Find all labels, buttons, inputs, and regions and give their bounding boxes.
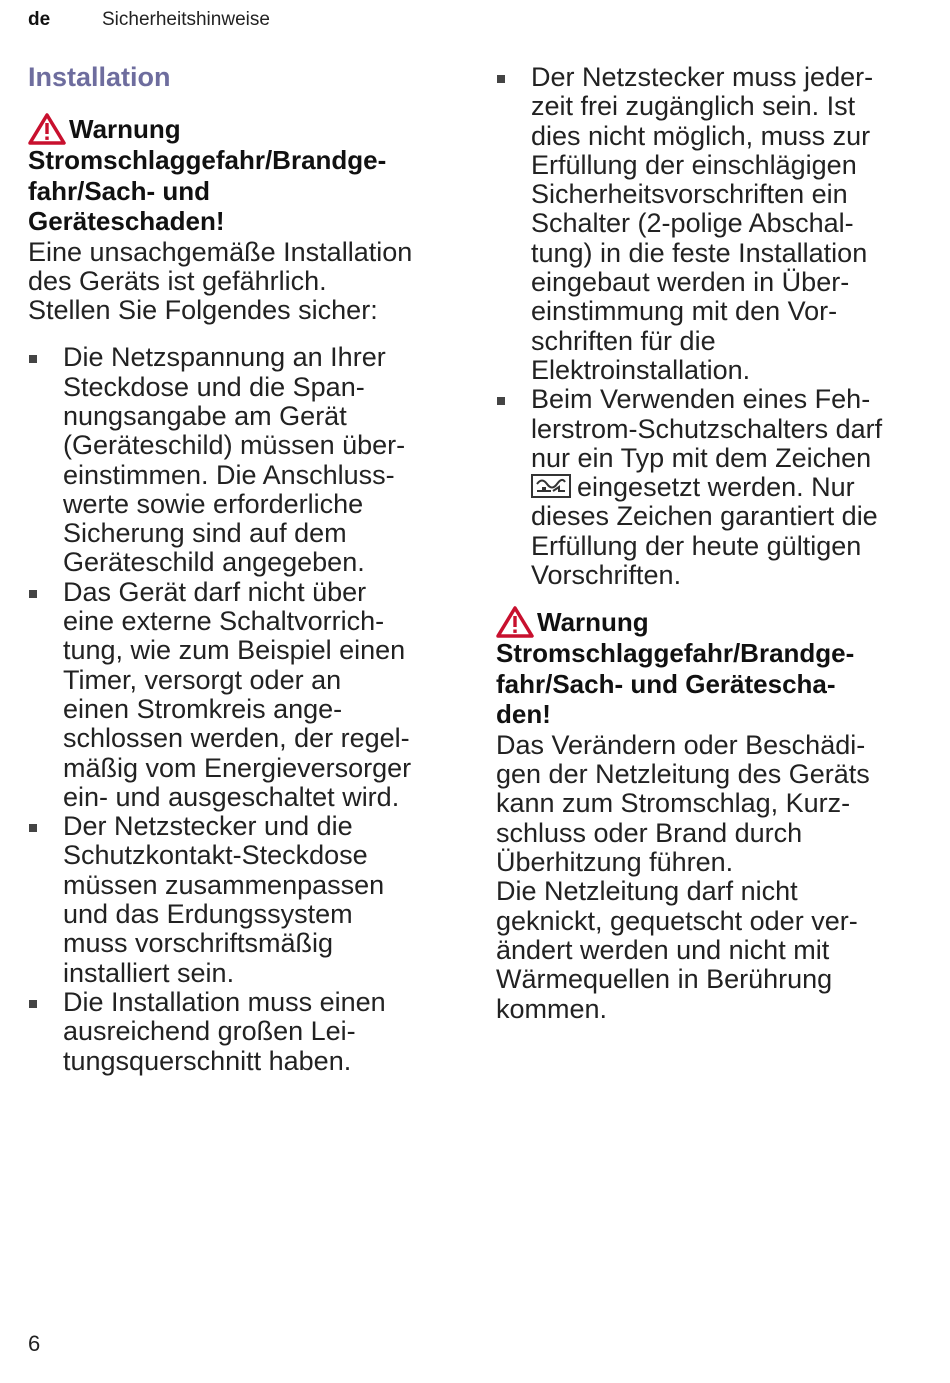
text-line: Die Installation muss einen bbox=[63, 986, 386, 1017]
text-line: eingebaut werden in Über- bbox=[531, 267, 850, 298]
hazard-line: fahr/Sach- und Gerätescha- bbox=[496, 668, 836, 699]
list-item bbox=[28, 343, 458, 577]
text-line: lerstrom-Schutzschalters darf bbox=[531, 413, 883, 444]
text-line: des Geräts ist gefährlich. bbox=[28, 265, 327, 296]
text-line: werte sowie erforderliche bbox=[63, 488, 364, 519]
text-line: Eine unsachgemäße Installation bbox=[28, 236, 413, 267]
text-line: tung, wie zum Beispiel einen bbox=[63, 635, 406, 666]
text-line: nungsangabe am Gerät bbox=[63, 400, 347, 431]
text-line: Timer, versorgt oder an bbox=[63, 664, 342, 695]
list-item bbox=[28, 812, 458, 988]
text-line: Erfüllung der heute gültigen bbox=[531, 530, 862, 561]
hazard-line: Stromschlaggefahr/Brandge- bbox=[28, 145, 387, 175]
text-line: ausreichend großen Lei- bbox=[63, 1016, 356, 1047]
bullet-square-icon bbox=[497, 75, 505, 83]
text-line: einen Stromkreis ange- bbox=[63, 693, 343, 724]
warning-text bbox=[496, 731, 926, 1024]
text-line: Das Gerät darf nicht über bbox=[63, 576, 367, 607]
text-line: Wärmequellen in Berührung bbox=[496, 964, 833, 995]
text-line: Elektroinstallation. bbox=[531, 354, 751, 385]
text-line: gen der Netzleitung des Geräts bbox=[496, 759, 870, 790]
text-line: und das Erdungssystem bbox=[63, 899, 353, 930]
hazard-line: den! bbox=[496, 699, 551, 730]
warning-intro bbox=[28, 238, 458, 326]
text-line: Stellen Sie Folgendes sicher: bbox=[28, 295, 378, 326]
text-line bbox=[531, 473, 926, 502]
list-item bbox=[28, 578, 458, 812]
text-line: muss vorschriftsmäßig bbox=[63, 928, 334, 959]
warning-triangle-icon bbox=[496, 606, 534, 638]
text-line: Geräteschild angegeben. bbox=[63, 547, 365, 578]
text-line: (Geräteschild) müssen über- bbox=[63, 430, 406, 461]
text-line: ein- und ausgeschaltet wird. bbox=[63, 781, 400, 812]
text-line: geknickt, gequetscht oder ver- bbox=[496, 905, 858, 936]
text-line: Die Netzleitung darf nicht bbox=[496, 876, 798, 907]
rcd-type-symbol-icon bbox=[531, 474, 571, 498]
text-line: einstimmen. Die Anschluss- bbox=[63, 459, 395, 490]
running-header: Sicherheitshinweise bbox=[102, 9, 270, 30]
text-line: eine externe Schaltvorrich- bbox=[63, 606, 385, 637]
text-line: Vorschriften. bbox=[531, 560, 682, 591]
warning-triangle-icon bbox=[28, 113, 66, 145]
list-item bbox=[496, 385, 926, 590]
text-line: Sicherung sind auf dem bbox=[63, 518, 347, 549]
text-line: kann zum Stromschlag, Kurz- bbox=[496, 788, 851, 819]
language-code: de bbox=[28, 9, 51, 30]
hazard-line: Geräteschaden! bbox=[28, 206, 225, 236]
text-line: Steckdose und die Span- bbox=[63, 371, 365, 402]
text-line: Sicherheitsvorschriften ein bbox=[531, 179, 848, 210]
page-number: 6 bbox=[28, 1331, 41, 1356]
installation-checklist-continued bbox=[496, 63, 926, 590]
hazard-line: Stromschlaggefahr/Brandge- bbox=[496, 638, 855, 669]
text-span: eingesetzt werden. Nur bbox=[577, 472, 855, 503]
text-line: nur ein Typ mit dem Zeichen bbox=[531, 442, 872, 473]
warning-block-1 bbox=[28, 113, 458, 237]
installation-heading: Installation bbox=[28, 62, 171, 92]
text-line: installiert sein. bbox=[63, 957, 235, 988]
text-line: müssen zusammenpassen bbox=[63, 869, 385, 900]
text-line: einstimmung mit den Vor- bbox=[531, 296, 838, 327]
bullet-square-icon bbox=[29, 590, 37, 598]
text-line: Der Netzstecker muss jeder- bbox=[531, 62, 874, 92]
text-line: dies nicht möglich, muss zur bbox=[531, 120, 871, 151]
text-line: Das Verändern oder Beschädi- bbox=[496, 729, 866, 760]
text-line: ändert werden und nicht mit bbox=[496, 934, 830, 965]
text-line: dieses Zeichen garantiert die bbox=[531, 501, 878, 532]
text-line: Überhitzung führen. bbox=[496, 847, 734, 878]
text-line: tungsquerschnitt haben. bbox=[63, 1045, 352, 1076]
text-line: zeit frei zugänglich sein. Ist bbox=[531, 91, 856, 122]
text-line: Schalter (2-polige Abschal- bbox=[531, 208, 854, 239]
bullet-square-icon bbox=[497, 397, 505, 405]
bullet-square-icon bbox=[29, 1000, 37, 1008]
bullet-square-icon bbox=[29, 824, 37, 832]
installation-checklist bbox=[28, 343, 458, 1075]
text-line: schlossen werden, der regel- bbox=[63, 723, 410, 754]
text-line: Die Netzspannung an Ihrer bbox=[63, 342, 386, 373]
warning-label: Warnung bbox=[69, 113, 181, 144]
right-column bbox=[496, 63, 926, 1024]
text-line: Schutzkontakt-Steckdose bbox=[63, 840, 368, 871]
warning-label: Warnung bbox=[537, 607, 649, 638]
text-line: Beim Verwenden eines Feh- bbox=[531, 384, 871, 415]
text-line: schriften für die bbox=[531, 325, 716, 356]
left-column bbox=[28, 113, 458, 1076]
text-line: tung) in die feste Installation bbox=[531, 237, 868, 268]
text-line: mäßig vom Energieversorger bbox=[63, 752, 412, 783]
list-item bbox=[28, 988, 458, 1076]
warning-block-2 bbox=[496, 606, 926, 730]
text-line: Der Netzstecker und die bbox=[63, 811, 353, 842]
list-item bbox=[496, 63, 926, 385]
bullet-square-icon bbox=[29, 355, 37, 363]
hazard-line: fahr/Sach- und bbox=[28, 175, 211, 206]
text-line: kommen. bbox=[496, 993, 608, 1024]
text-line: schluss oder Brand durch bbox=[496, 817, 803, 848]
text-line: Erfüllung der einschlägigen bbox=[531, 149, 857, 180]
